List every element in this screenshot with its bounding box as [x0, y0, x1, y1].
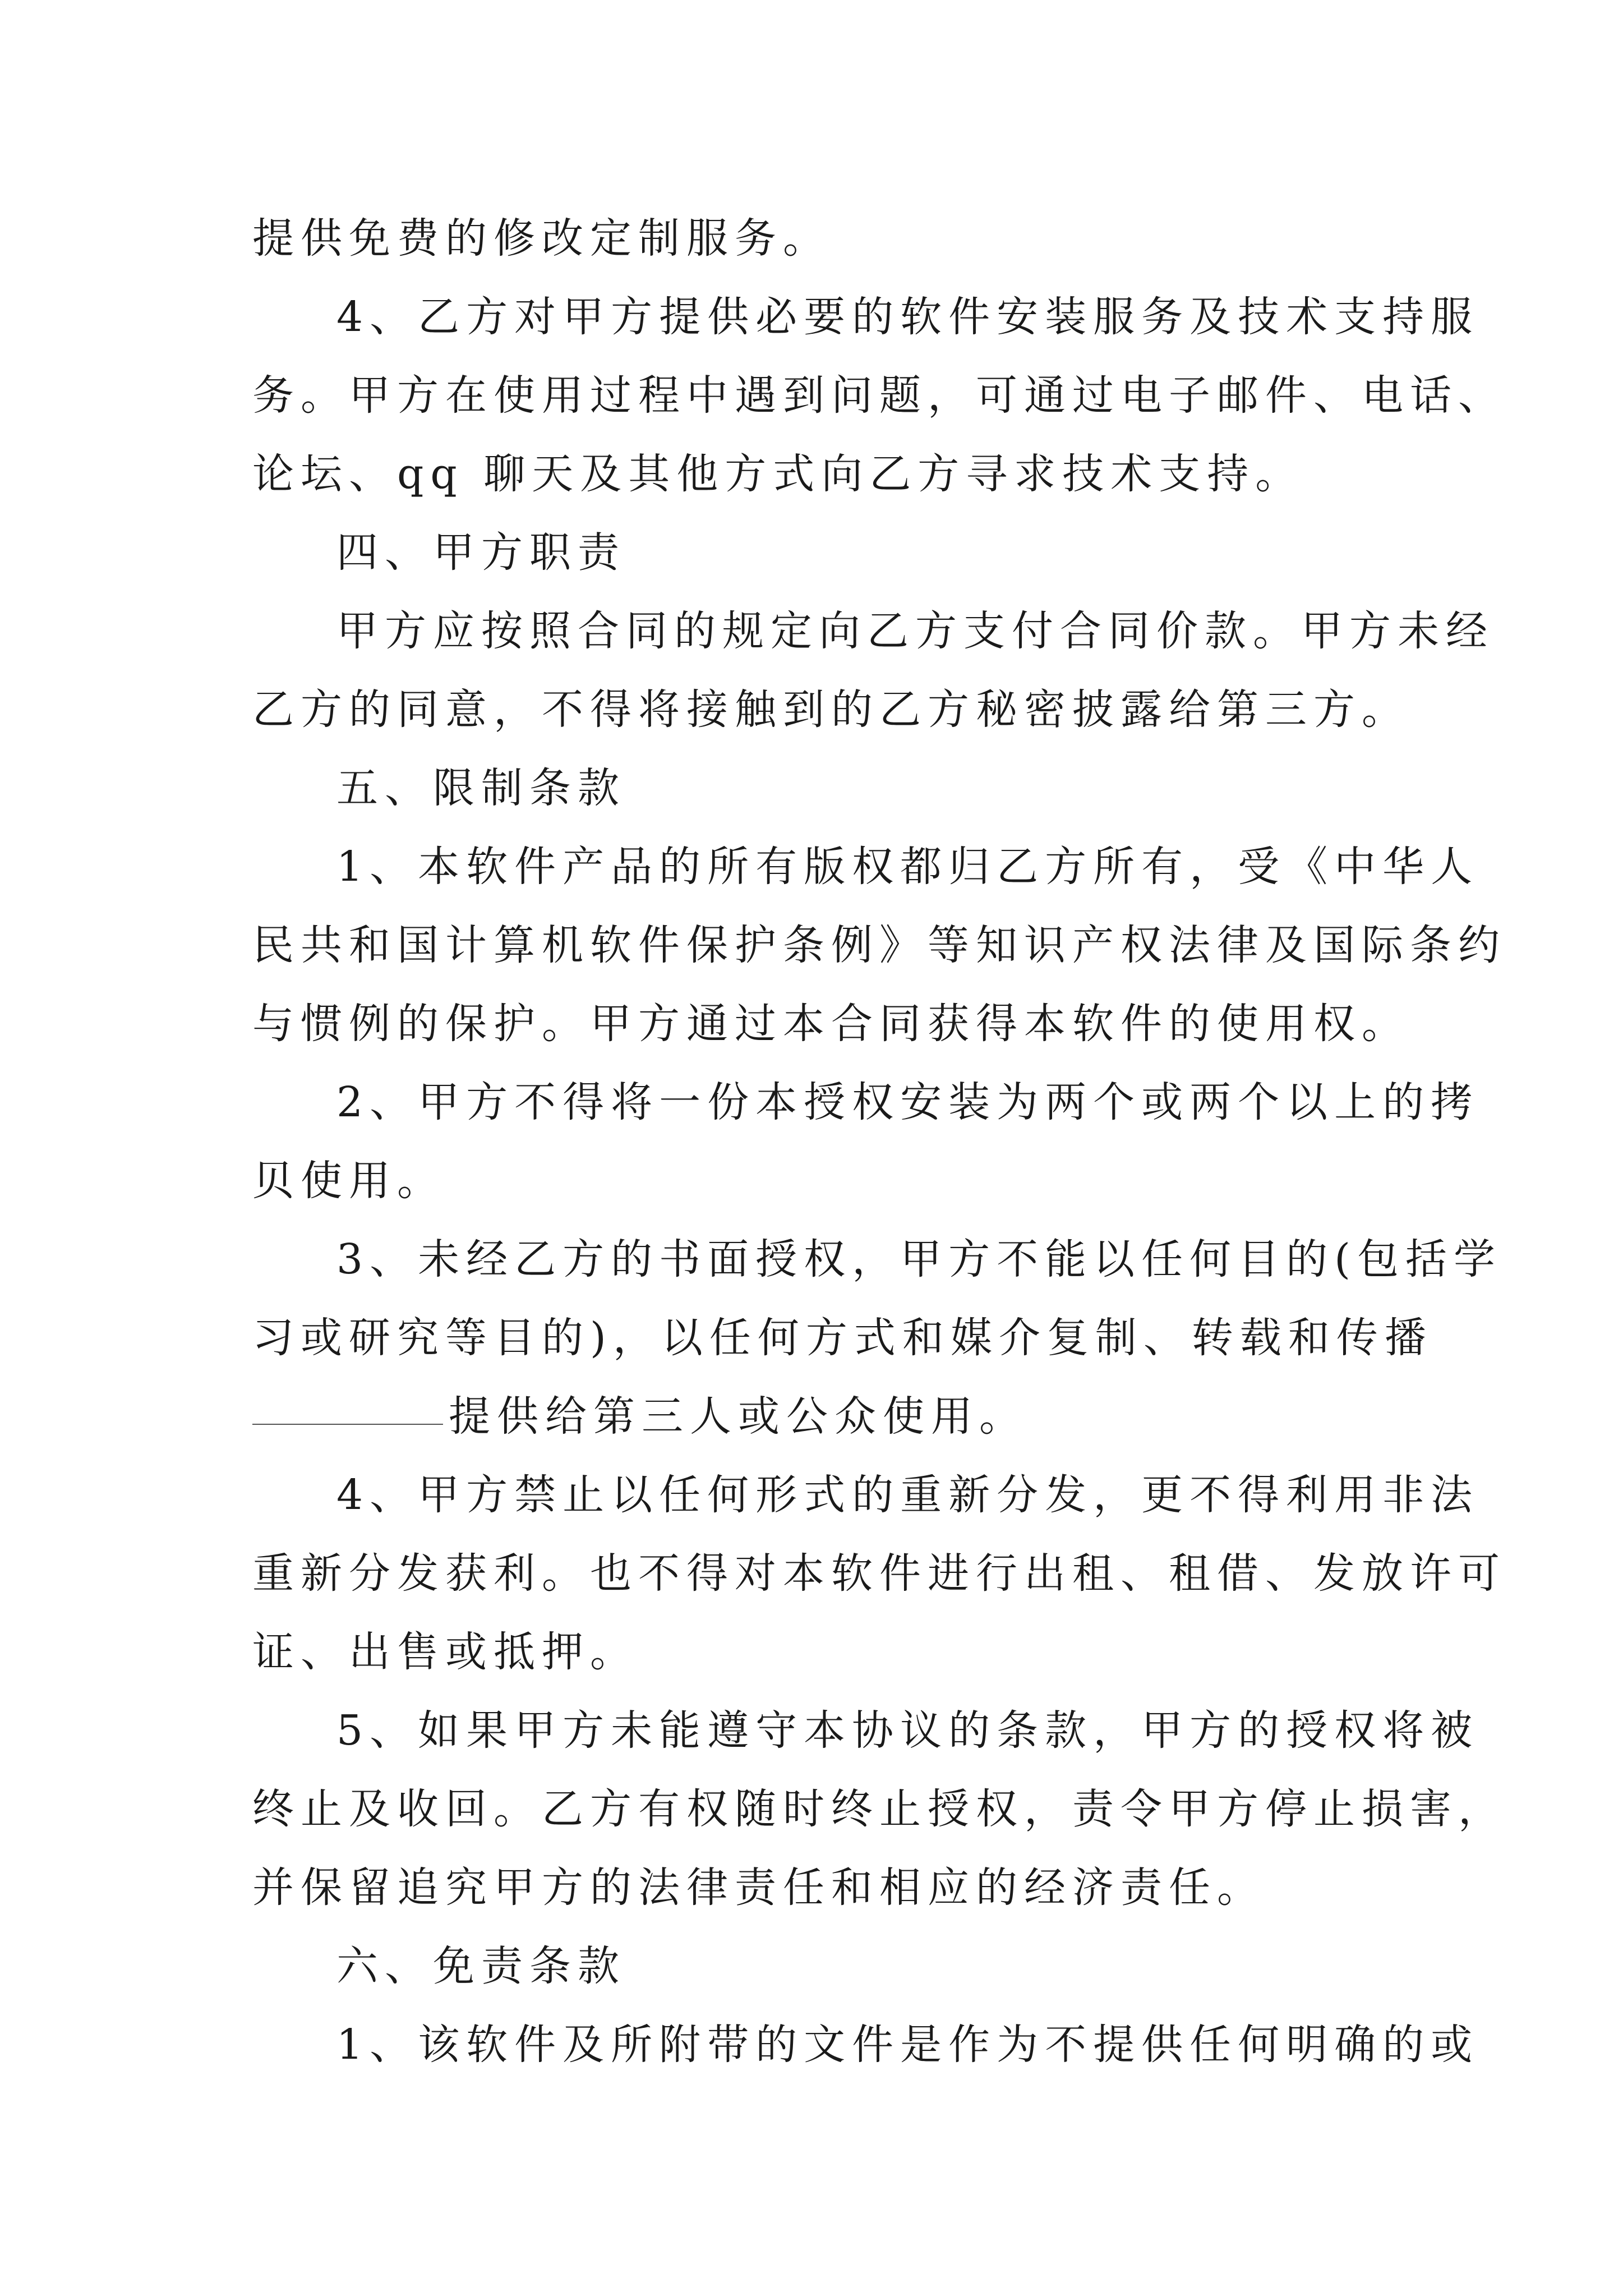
text-line: 证、出售或抵押。 [252, 1628, 638, 1676]
text-line: 1、该软件及所附带的文件是作为不提供任何明确的或 [336, 2021, 1479, 2069]
text-line: 终止及收回。乙方有权随时终止授权，责令甲方停止损害， [252, 1785, 1506, 1833]
section-heading: 五、限制条款 [336, 764, 626, 812]
text-line: 民共和国计算机软件保护条例》等知识产权法律及国际条约 [252, 921, 1506, 969]
text-line: 乙方的同意，不得将接触到的乙方秘密披露给第三方。 [252, 685, 1410, 734]
text-line-with-blank [252, 1386, 1027, 1447]
text-line: 并保留追究甲方的法律责任和相应的经济责任。 [252, 1864, 1265, 1912]
text-line: 4、甲方禁止以任何形式的重新分发，更不得利用非法 [336, 1471, 1479, 1519]
text-line: 重新分发获利。也不得对本软件进行出租、租借、发放许可 [252, 1549, 1506, 1598]
text-line: 5、如果甲方未能遵守本协议的条款，甲方的授权将被 [336, 1706, 1479, 1755]
text-line: 甲方应按照合同的规定向乙方支付合同价款。甲方未经 [336, 607, 1494, 655]
text-line: 2、甲方不得将一份本授权安装为两个或两个以上的拷 [336, 1078, 1479, 1126]
text-line: 提供免费的修改定制服务。 [252, 214, 831, 263]
text-line: 3、未经乙方的书面授权，甲方不能以任何目的(包括学 [336, 1235, 1502, 1283]
text-fragment: 提供给第三人或公众使用。 [449, 1392, 1027, 1441]
text-line: 1、本软件产品的所有版权都归乙方所有，受《中华人 [336, 843, 1479, 891]
text-line: 4、乙方对甲方提供必要的软件安装服务及技术支持服 [336, 293, 1479, 341]
text-line: 论坛、qq 聊天及其他方式向乙方寻求技术支持。 [252, 450, 1304, 498]
text-line: 务。甲方在使用过程中遇到问题，可通过电子邮件、电话、 [252, 371, 1506, 420]
text-line: 贝使用。 [252, 1157, 445, 1205]
text-line: 习或研究等目的)，以任何方式和媒介复制、转载和传播 [252, 1314, 1433, 1362]
section-heading: 四、甲方职责 [336, 528, 626, 577]
fill-in-blank [252, 1423, 443, 1425]
section-heading: 六、免责条款 [336, 1942, 626, 1990]
text-line: 与惯例的保护。甲方通过本合同获得本软件的使用权。 [252, 1000, 1410, 1048]
